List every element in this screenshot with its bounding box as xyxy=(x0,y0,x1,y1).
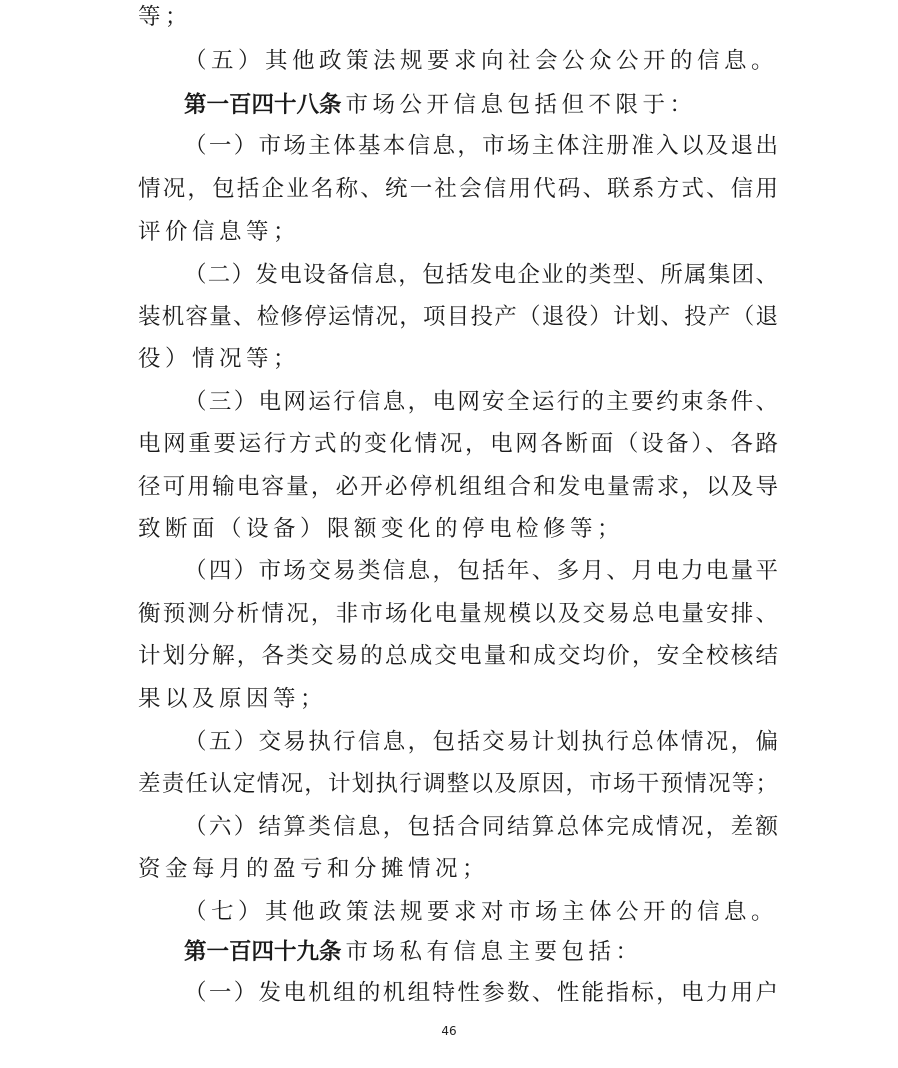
article-text: 市场公开信息包括但不限于： xyxy=(345,92,697,118)
article-heading: 第一百四十九条 xyxy=(184,939,342,965)
text-line: （二）发电设备信息，包括发电企业的类型、所属集团、 xyxy=(184,262,778,288)
text-line: （五）交易执行信息，包括交易计划执行总体情况，偏 xyxy=(184,729,778,755)
text-line: 致断面（设备）限额变化的停电检修等； xyxy=(138,516,625,542)
text-line: 计划分解，各类交易的总成交电量和成交均价，安全校核结 xyxy=(138,643,778,669)
text-line: 评价信息等； xyxy=(138,219,301,245)
text-line: 情况，包括企业名称、统一社会信用代码、联系方式、信用 xyxy=(138,176,778,202)
text-line: 径可用输电容量，必开必停机组组合和发电量需求，以及导 xyxy=(138,474,778,500)
text-line: 役）情况等； xyxy=(138,346,301,372)
text-line: （一）发电机组的机组特性参数、性能指标，电力用户 xyxy=(184,980,778,1006)
article-text: 市场私有信息主要包括： xyxy=(345,939,643,965)
text-line: 果以及原因等； xyxy=(138,686,328,712)
text-line: （六）结算类信息，包括合同结算总体完成情况，差额 xyxy=(184,814,778,840)
text-line: 资金每月的盈亏和分摊情况； xyxy=(138,856,490,882)
text-line: （五）其他政策法规要求向社会公众公开的信息。 xyxy=(184,48,779,74)
text-line: （七）其他政策法规要求对市场主体公开的信息。 xyxy=(184,899,779,925)
article-149-line xyxy=(184,937,824,967)
page-number: 46 xyxy=(441,1024,457,1038)
text-line: 装机容量、检修停运情况，项目投产（退役）计划、投产（退 xyxy=(138,304,778,330)
text-line: 电网重要运行方式的变化情况，电网各断面（设备）、各路 xyxy=(138,431,778,457)
text-line: （四）市场交易类信息，包括年、多月、月电力电量平 xyxy=(184,558,778,584)
text-line: （三）电网运行信息，电网安全运行的主要约束条件、 xyxy=(184,389,778,415)
text-line: 衡预测分析情况，非市场化电量规模以及交易总电量安排、 xyxy=(138,601,778,627)
text-line: （一）市场主体基本信息，市场主体注册准入以及退出 xyxy=(184,133,778,159)
text-line: 等； xyxy=(138,4,193,30)
text-line: 差责任认定情况，计划执行调整以及原因，市场干预情况等； xyxy=(138,771,778,797)
article-heading: 第一百四十八条 xyxy=(184,92,342,118)
article-148-line xyxy=(184,90,824,120)
